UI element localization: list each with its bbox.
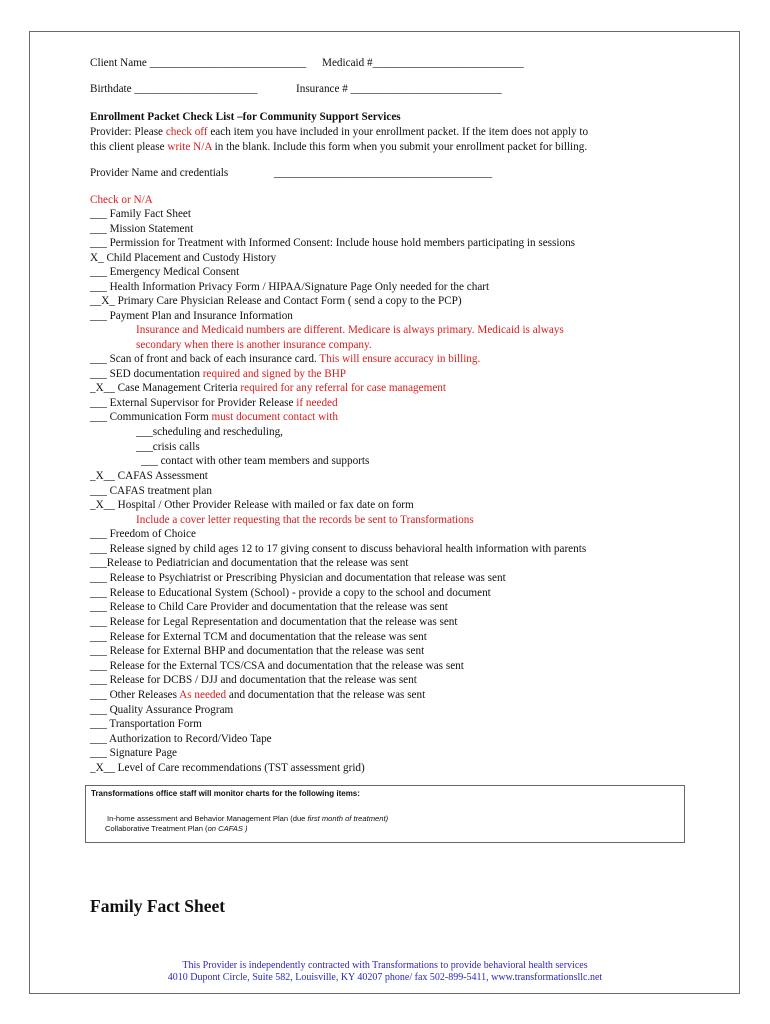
birthdate-field[interactable]: Birthdate ______________________ <box>90 83 258 95</box>
checklist-item[interactable]: ___ Scan of front and back of each insurance card. This will ensure accuracy in billing. <box>90 353 481 365</box>
checklist-item[interactable]: _X__ Hospital / Other Provider Release with mailed or fax date on form <box>90 499 414 511</box>
checklist-item[interactable]: ___ Payment Plan and Insurance Information <box>90 310 293 322</box>
checklist-item[interactable]: _X__ Case Management Criteria required for any referral for case management <box>90 382 446 394</box>
checklist-item[interactable]: ___ Health Information Privacy Form / HIPAA/Signature Page Only needed for the chart <box>90 281 490 293</box>
checklist-item[interactable]: ___ Permission for Treatment with Informed Consent: Include house hold members participating in sessions <box>90 237 576 249</box>
checklist-item[interactable]: ___ Release for Legal Representation and documentation that the release was sent <box>90 616 458 628</box>
provider-name-label: Provider Name and credentials <box>90 167 229 179</box>
instructions-line-1: Provider: Please check off each item you have included in your enrollment packet. If the item does not apply to <box>90 126 589 138</box>
checklist-item[interactable]: ___ Other Releases As needed and documentation that the release was sent <box>90 689 426 701</box>
checklist-item[interactable]: ___ Release for DCBS / DJJ and documentation that the release was sent <box>90 674 417 686</box>
footer-line-1: This Provider is independently contracted with Transformations to provide behavioral health services <box>182 960 588 971</box>
checklist-item[interactable]: ___Release to Pediatrician and documentation that the release was sent <box>90 557 409 569</box>
checklist-item[interactable]: X_ Child Placement and Custody History <box>90 252 277 264</box>
monitor-item: Collaborative Treatment Plan (on CAFAS ) <box>105 824 248 833</box>
payment-note: secondary when there is another insurance company. <box>136 339 372 351</box>
payment-note: Insurance and Medicaid numbers are different. Medicare is always primary. Medicaid is always <box>136 324 564 336</box>
checklist-item[interactable]: ___ Mission Statement <box>90 223 194 235</box>
checklist-item[interactable]: ___ External Supervisor for Provider Release if needed <box>90 397 338 409</box>
checklist-item[interactable]: ___ Release for External TCM and documentation that the release was sent <box>90 631 427 643</box>
family-fact-sheet-title: Family Fact Sheet <box>90 896 226 916</box>
check-column-header: Check or N/A <box>90 194 153 206</box>
checklist-item[interactable]: ___ Quality Assurance Program <box>90 704 234 716</box>
checklist-item[interactable]: ___ Release signed by child ages 12 to 17 giving consent to discuss behavioral health information with parents <box>90 543 587 555</box>
checklist-item[interactable]: ___ Release for External BHP and documentation that the release was sent <box>90 645 425 657</box>
client-name-field[interactable]: Client Name ____________________________ <box>90 57 307 69</box>
checklist-subitem[interactable]: ___ contact with other team members and supports <box>141 455 370 467</box>
checklist-item[interactable]: ___ CAFAS treatment plan <box>90 485 212 497</box>
insurance-field[interactable]: Insurance # ___________________________ <box>296 83 502 95</box>
monitor-box <box>85 785 685 843</box>
checklist-item[interactable]: ___ Transportation Form <box>90 718 202 730</box>
checklist-item[interactable]: ___ Freedom of Choice <box>90 528 196 540</box>
instructions-line-2: this client please write N/A in the blank. Include this form when you submit your enrollment packet for billing. <box>90 141 588 153</box>
checklist-item[interactable]: ___ Signature Page <box>90 747 177 759</box>
checklist-item[interactable]: _X__ CAFAS Assessment <box>90 470 208 482</box>
checklist-item[interactable]: ___ Communication Form must document contact with <box>90 411 338 423</box>
checklist-item[interactable]: ___ Release for the External TCS/CSA and documentation that the release was sent <box>90 660 464 672</box>
medicaid-field[interactable]: Medicaid #___________________________ <box>322 57 524 69</box>
checklist-item[interactable]: ___ Release to Child Care Provider and documentation that the release was sent <box>90 601 448 613</box>
checklist-item[interactable]: ___ Release to Psychiatrist or Prescribing Physician and documentation that release was sent <box>90 572 506 584</box>
checklist-subitem[interactable]: ___crisis calls <box>136 441 200 453</box>
checklist-item[interactable]: ___ Release to Educational System (School) - provide a copy to the school and document <box>90 587 491 599</box>
checklist-item[interactable]: ___ Family Fact Sheet <box>90 208 191 220</box>
checklist-item[interactable]: ___ Emergency Medical Consent <box>90 266 240 278</box>
hospital-note: Include a cover letter requesting that the records be sent to Transformations <box>136 514 474 526</box>
checklist-item[interactable]: __X_ Primary Care Physician Release and Contact Form ( send a copy to the PCP) <box>90 295 462 307</box>
checklist-item[interactable]: ___ Authorization to Record/Video Tape <box>90 733 272 745</box>
checklist-item[interactable]: ___ SED documentation required and signed by the BHP <box>90 368 347 380</box>
page-title: Enrollment Packet Check List –for Community Support Services <box>90 111 401 123</box>
provider-name-field[interactable]: _______________________________________ <box>274 167 493 179</box>
checklist-subitem[interactable]: ___scheduling and rescheduling, <box>136 426 283 438</box>
monitor-box-heading: Transformations office staff will monitor charts for the following items: <box>91 789 360 798</box>
monitor-item: In-home assessment and Behavior Management Plan (due first month of treatment) <box>107 814 389 823</box>
footer-line-2: 4010 Dupont Circle, Suite 582, Louisville, KY 40207 phone/ fax 502-899-5411, www.transformationsllc.net <box>167 972 603 983</box>
checklist-item[interactable]: _X__ Level of Care recommendations (TST assessment grid) <box>90 762 365 774</box>
